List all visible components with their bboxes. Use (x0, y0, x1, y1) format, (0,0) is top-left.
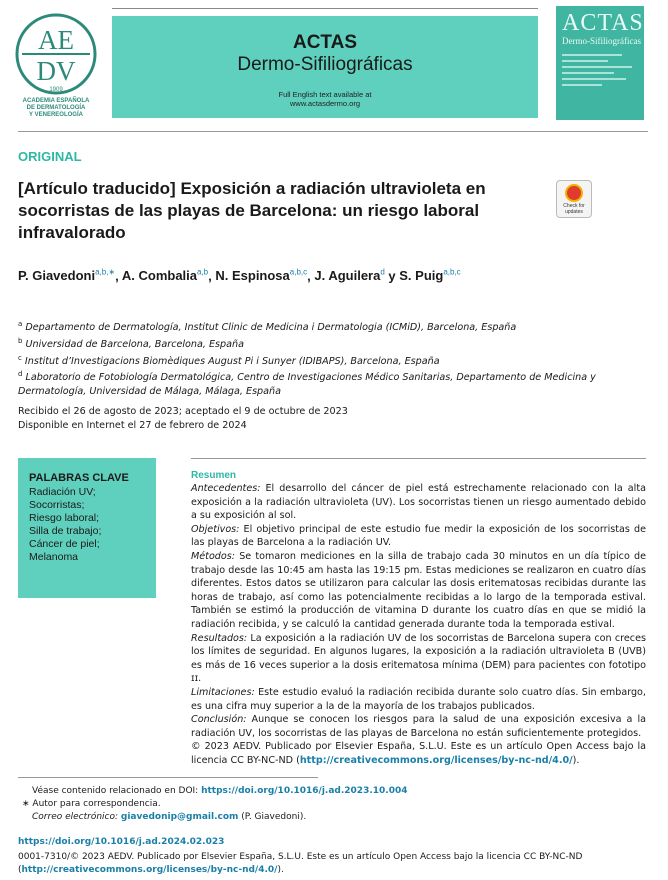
keyword-item: Cáncer de piel; (29, 538, 100, 550)
abstract-title: Resumen (191, 470, 237, 481)
keyword-item: Socorristas; (29, 499, 85, 511)
article-dates (18, 405, 348, 432)
footnotes (18, 785, 648, 824)
affiliations (18, 318, 638, 399)
section-label: ORIGINAL (18, 149, 82, 164)
article-title: [Artículo traducido] Exposición a radiación ultravioleta en socorristas de las playas de Barcelona: un riesgo laboral infravalorado (18, 179, 486, 242)
aedv-emblem-icon (12, 12, 100, 96)
journal-cover-thumbnail (556, 6, 644, 120)
article-doi-link[interactable]: https://doi.org/10.1016/j.ad.2024.02.023 (18, 837, 225, 847)
abstract-section: Métodos: Se tomaron mediciones en la silla de trabajo cada 30 minutos en un día típico de trabajo desde las 10:45 am hasta las 19:15 pm. Estas mediciones se realizaron en cuatro días diferentes. Estos datos se utilizaron para calcular las dosis eritematosas recibidas durante las horas de trabajo, así como las potencialmente recibidas a lo largo de la temporada estival. También se estimó la producción de vitamina D durante los cuatro días en que se midió la radiación recibida, y se calculó la cantidad generada durante toda la temporada estival. (191, 550, 646, 630)
author-list: P. Giavedoni$^{a,b,∗}$, A. Combalia$^{a,b}$, N. Espinosa$^{a,b,c}$, J. Aguilera$^d$ y S. Puig$^{a,b,c}$ (18, 268, 461, 284)
keyword-item: Silla de trabajo; (29, 525, 102, 537)
logo-year: 1909 (49, 87, 63, 93)
author[interactable]: A. Combalia$^{a,b}$ (121, 268, 209, 284)
logo-letters-bottom: DV (36, 56, 76, 86)
license-link[interactable]: http://creativecommons.org/licenses/by-nc-nd/4.0/ (299, 754, 573, 766)
copyright-license-link[interactable]: http://creativecommons.org/licenses/by-nc-nd/4.0/ (21, 865, 278, 875)
english-text-note: Full English text available at www.actasdermo.org (278, 90, 372, 108)
academy-name: ACADEMIA ESPAÑOLA DE DERMATOLOGÍA Y VENEREOLOGÍA (22, 98, 90, 118)
abstract-section: Limitaciones: Este estudio evaluó la radiación recibida durante solo cuatro días. Sin embargo, es una cifra muy superior a la de la mayoría de los trabajos publicados. (191, 686, 646, 712)
email-link[interactable]: giavedonip@gmail.com (120, 812, 239, 822)
email-note: Correo electrónico: giavedonip@gmail.com (P. Giavedoni). (32, 812, 307, 822)
online-date: Disponible en Internet el 27 de febrero de 2024 (18, 419, 247, 431)
abstract-section: Resultados: La exposición a la radiación UV de los socorristas de Barcelona supera con creces los límites de seguridad. En algunos lugares, la exposición a la radiación ultravioleta B (UVB) es más de 16 veces superior a la dosis eritematosa mínima (DEM) para pacientes con fototipo ɪɪ. (191, 632, 646, 685)
header-bottom-rule (18, 131, 648, 132)
affiliation-item: $^d$ Laboratorio de Fotobiología Dermatológica, Centro de Investigaciones Médico Sanitarias, Departamento de Medicina y Dermatología, Universidad de Málaga, Málaga, España (18, 370, 596, 398)
keywords-box (18, 458, 156, 598)
header-top-rule (112, 8, 538, 9)
logo-letters-top: AE (38, 25, 74, 55)
journal-name-line1: ACTAS (292, 32, 358, 53)
author[interactable]: J. Aguilera$^d$ (314, 268, 385, 284)
footnote-rule (18, 777, 318, 778)
received-date: Recibido el 26 de agosto de 2023; aceptado el 9 de octubre de 2023 (18, 406, 348, 417)
keyword-item: Riesgo laboral; (29, 512, 100, 524)
check-updates-icon (565, 184, 583, 202)
abstract-rule (191, 458, 646, 459)
keywords-title: PALABRAS CLAVE (29, 472, 129, 484)
affiliation-item: $^c$ Institut d’Investigacions Biomèdiques August Pi i Sunyer (IDIBAPS), Barcelona, España (18, 353, 440, 367)
check-for-updates-button[interactable] (556, 180, 592, 218)
author[interactable]: P. Giavedoni$^{a,b,∗}$ (18, 268, 116, 284)
abstract-section: Objetivos: El objetivo principal de este estudio fue medir la exposición de los socorristas de las playas de Barcelona a la radiación UV. (191, 523, 646, 549)
abstract (191, 458, 646, 767)
keyword-item: Melanoma (29, 551, 79, 563)
author[interactable]: N. Espinosa$^{a,b,c}$ (215, 268, 308, 284)
aedv-logo (12, 12, 100, 144)
affiliation-item: $^a$ Departamento de Dermatología, Institut Clinic de Medicina i Dermatologia (ICMiD), Barcelona, España (18, 320, 517, 334)
cover-subtitle: Dermo-Sifiliográficas (562, 36, 641, 46)
journal-name-line2: Dermo-Sifiliográficas (237, 54, 413, 75)
related-doi-link[interactable]: https://doi.org/10.1016/j.ad.2023.10.004 (201, 786, 408, 796)
abstract-section: Antecedentes: El desarrollo del cáncer de piel está estrechamente relacionado con la alta exposición a la radiación ultravioleta (UV). Los socorristas tienen un riesgo aumentado debido a su exposición al sol. (191, 483, 646, 522)
related-content-note: Véase contenido relacionado en DOI: https://doi.org/10.1016/j.ad.2023.10.004 (32, 786, 408, 796)
journal-banner (112, 16, 538, 118)
abstract-license: © 2023 AEDV. Publicado por Elsevier España, S.L.U. Este es un artículo Open Access bajo la licencia CC BY-NC-ND (http://creativecommons.org/licenses/by-nc-nd/4.0/). (191, 741, 646, 766)
abstract-section: Conclusión: Aunque se conocen los riesgos para la salud de una exposición excesiva a la radiación UV, los socorristas de las playas de Barcelona no están suficientemente protegidos. (191, 714, 646, 739)
copyright-notice: 0001-7310/© 2023 AEDV. Publicado por Elsevier España, S.L.U. Este es un artículo Open Access bajo la licencia CC BY-NC-ND (http://creativecommons.org/licenses/by-nc-nd/4.0/). (18, 852, 583, 875)
corresponding-author-note: ∗ Autor para correspondencia. (22, 799, 161, 809)
keyword-item: Radiación UV; (29, 486, 96, 498)
affiliation-item: $^b$ Universidad de Barcelona, Barcelona, España (18, 336, 244, 350)
cover-title: ACTAS (562, 10, 644, 36)
author[interactable]: S. Puig$^{a,b,c}$ (399, 268, 461, 284)
check-updates-label: Check for updates (563, 203, 585, 215)
